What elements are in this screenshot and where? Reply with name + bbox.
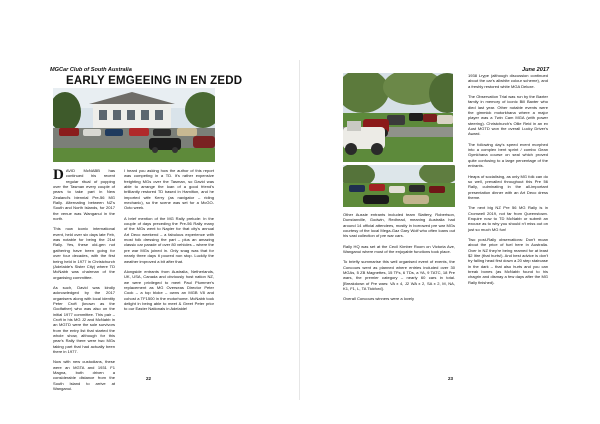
paragraph: I heard you asking how the author of this report was competing in a TD. It's rather expensive freighting MGs over the Tasman, so David was able to arrange the loan of a good friend's brilliantly restored TD based in Hamilton, and he imported wife Kerry (as navigator – riding mechanic), so the scene was set for a McGO-Octo week.: [124, 168, 214, 211]
paragraph: This now iconic international event, held over six days late Feb, was notable for being the 21st Rally. Yes, these old-gen not gathering have been going for over four decades, with the first being held in 1977 in Christchurch (Adelaide's Sister City) where TD McNabb was chairman of the organising committee.: [53, 226, 115, 280]
photo-mgs-on-lawn: [343, 165, 455, 207]
photo-clubhouse-cars-image: [53, 88, 215, 162]
paragraph: To briefly summarise this well organised event of events, the Concours went as planned where entries included over 30 MGAs, 5 ZB Magnettes, 15 TFs, 6 TDs, a YA, 9 TATC, 18 Pre wars, the premier category – nearly 60 cars in total. [Breakdown of Pre wars: VA x 4, J2 WA x 2, SA x 2, M, NA, K1, F1, L, TA Tickford].: [343, 259, 455, 292]
photo-clubhouse-cars: [53, 88, 215, 162]
photo-mgs-on-lawn-image: [343, 165, 455, 207]
article-title: EARLY EMGEEING IN EN ZEDD: [66, 75, 243, 87]
photo-vintage-cars-row: [343, 73, 453, 162]
paragraph: Rally HQ was set at the Cecil Kimber Room on Victoria Ave, Wanganui where most of the enjoyable functions took place.: [343, 243, 455, 255]
paragraph: Other Aussie entrants included team Slattery, Robertson, Dunstanville, Godwin, Redhead, meaning Australia had around 14 official attendees, mostly in borrowed pre war MGs courtesy of the local Mega-Gaz Gary Wolf who often loans out his vast collection of pre war cars.: [343, 212, 455, 239]
paragraph: Overall Concours winners were a lovely: [343, 296, 415, 302]
left-column-2: [124, 168, 214, 317]
running-head-right: June 2017: [522, 67, 550, 73]
page-number-right: 23: [448, 376, 454, 381]
paragraph: The next big NZ Pre 56 MG Rally is in Cromwell 2019, not far from Queenstown. Enquire now to TD McNabb or submit an excuse as to why you should n't miss out on just so much MG fun!: [468, 205, 548, 232]
drop-cap: D: [53, 167, 64, 183]
right-column-1: [343, 212, 455, 307]
right-column-2: [468, 73, 548, 290]
paragraph: Alongside entrants from Australia, Netherlands, UK, USA, Canada and obviously host nation NZ, we were privileged to meet Paul Plummer's replacement as MG Overseas Director Peter Cook – a top bloke – owns an MGB V8 and cohost a TF1500 in the motorhome. McNabb took delight in being able to meet & Greet Peter prior to our Easter Nationals in Adelaide!: [124, 268, 214, 312]
paragraph: A brief mention of the MG Rally prelude: In the couple of days preceding the Pre-56 Rally many of the MGs went to Napier for that city's annual Art Deco weekend – a fabulous experience with most folk dressing the part – plus an amazing classic car parade of over 80 vehicles – where the pre war MGs joined in. Only snag was that for nearly three days it poured non stop. Luckily the weather improved a bit after that.: [124, 215, 214, 264]
paragraph: 1938 Lrype (although discussion continued about the car's allwhite colour scheme), and a freshly restored white MGA Deluxe.: [468, 73, 548, 89]
running-head-left: MGCar Club of South Australia: [50, 67, 132, 73]
paragraph: The Observation Trial was run by the Baxter family in memory of iconic Bill Baxter who died last year. Other notable events were the gimmick motorkhana where a major player was a Twin Cam MGA (with power steering). Christchurch's Ollie Reid in an ex Aust MGTD won the overall Lucky Driver's Award.: [468, 94, 548, 137]
paragraph: Heaps of socialising, as only MG folk can do so well, prevailed throughout this Pre 56 Rally, culminating in the all-important presentation dinner with an Art Deco dress theme.: [468, 173, 548, 200]
paragraph: AVID McNABB has continued his recent regular ritual of popping over the Tasman every couple of years to take part in New Zealand's biennial Pre-56 MG Rally. Alternating between NZ's South and North Islands, for 2017 the venue was Wanganui in the north.: [53, 168, 115, 222]
paragraph: Now with new custodians, these were an MGTA and 1931 F1 Magna, both driven a considerable distance from the South Island to arrive at Wanganui.: [53, 359, 115, 392]
photo-vintage-cars-row-image: [343, 73, 453, 162]
paragraph: The following day's speed event morphed into a complex bent sprint / combo Gean Gymkhana course on seal which proved quite confusing to a large percentage of the entrants.: [468, 141, 548, 169]
paragraph: Two post-Rally observations: Don't moan about the price of fuel here in Australia. Over in NZ they're being reamed for at least $2 litre (that hurts!). And best advice is don't try falling head first down a 20 step staircase in the dark – that also hurts and you can break bones (as McNabb found to his chagrin and dismay a few days after the MG Rally finished).: [468, 236, 548, 285]
paragraph: As such, David was kindly acknowledged by the 2017 organisers along with local identity Peter Croft (known as the Godfather) who was also on the initial 1977 committee. This pair – Croft in his MG J2 and McNabb in an MGTD were the sole survivors from the entry list that started the whole show, although for this year's Rally there were two MGs taking part that had actually been there in 1977.: [53, 284, 115, 354]
page-number-left: 22: [146, 376, 152, 381]
right-page: [300, 0, 600, 424]
left-column-1: [53, 168, 115, 396]
